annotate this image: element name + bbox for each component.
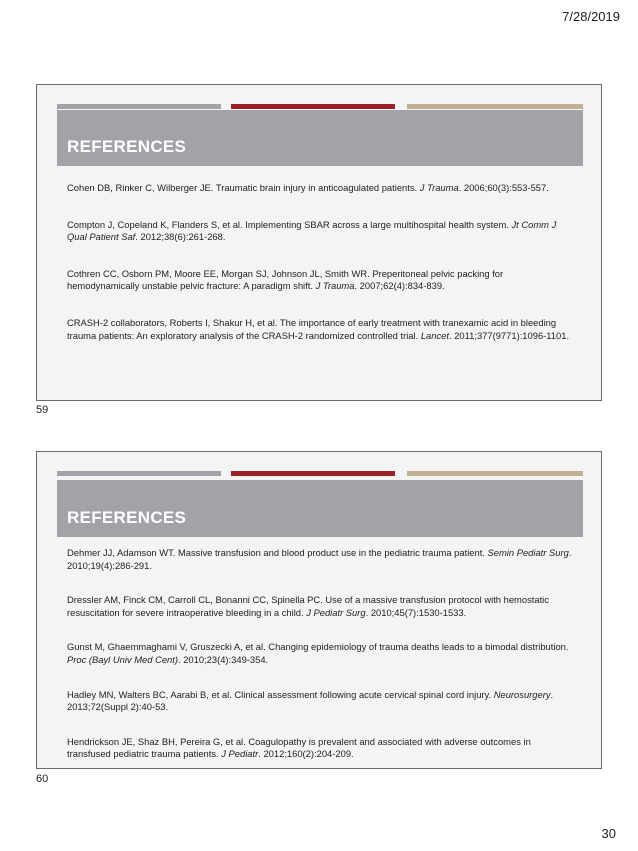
reference-item: Cothren CC, Osborn PM, Moore EE, Morgan SJ, Johnson JL, Smith WR. Preperitoneal pelvic packing for hemodynamically unstable pelvic fracture: A paradigm shift. J Trauma. 2007;62(4):834-839. [67,267,504,292]
slide-title: REFERENCES [67,508,187,527]
slide-60 [36,451,602,769]
reference-item: Hadley MN, Walters BC, Aarabi B, et al. Clinical assessment following acute cervical spinal cord injury. Neurosurgery. 2013;72(Suppl 2):40-53. [67,688,554,713]
accent-bars [57,104,583,109]
reference-item: Compton J, Copeland K, Flanders S, et al. Implementing SBAR across a large multihospital health system. Jt Comm J Qual Patient Saf. 2012;38(6):261-268. [67,218,557,243]
slide-number: 59 [36,404,49,416]
reference-item: CRASH-2 collaborators, Roberts I, Shakur H, et al. The importance of early treatment with tranexamic acid in bleeding trauma patients: An exploratory analysis of the CRASH-2 randomized controlled trial. Lancet. 2011;377(9771):1096-1101. [67,316,570,341]
reference-item: Cohen DB, Rinker C, Wilberger JE. Traumatic brain injury in anticoagulated patients. J Trauma. 2006;60(3):553-557. [67,182,549,193]
reference-item: Dressler AM, Finck CM, Carroll CL, Bonanni CC, Spinella PC. Use of a massive transfusion protocol with hemostatic resuscitation for severe intraoperative bleeding in a child. J Pediatr Surg. 2010;45(7):1530-1533. [67,594,549,618]
page-date: 7/28/2019 [562,9,620,24]
slide-title: REFERENCES [67,137,187,156]
title-band [57,110,583,166]
accent-bar-gray [57,104,221,109]
page-number: 30 [601,826,616,841]
accent-bars [57,471,583,476]
accent-bar-red [231,471,395,476]
reference-list [67,547,573,783]
reference-list [67,182,573,366]
accent-bar-red [231,104,395,109]
title-band [57,480,583,537]
accent-bar-tan [407,471,583,476]
reference-item: Hendrickson JE, Shaz BH, Pereira G, et al. Coagulopathy is prevalent and associated with adverse outcomes in transfused pediatric trauma patients. J Pediatr. 2012;160(2):204-209. [67,735,531,760]
reference-item: Gunst M, Ghaemmaghami V, Gruszecki A, et al. Changing epidemiology of trauma deaths leads to a bimodal distribution. Proc (Bayl Univ Med Cent). 2010;23(4):349-354. [67,641,569,665]
slide-59 [36,84,602,401]
accent-bar-gray [57,471,221,476]
reference-item: Dehmer JJ, Adamson WT. Massive transfusion and blood product use in the pediatric trauma patient. Semin Pediatr Surg. 2010;19(4):286-291. [67,547,572,571]
slide-number: 60 [36,773,49,785]
accent-bar-tan [407,104,583,109]
